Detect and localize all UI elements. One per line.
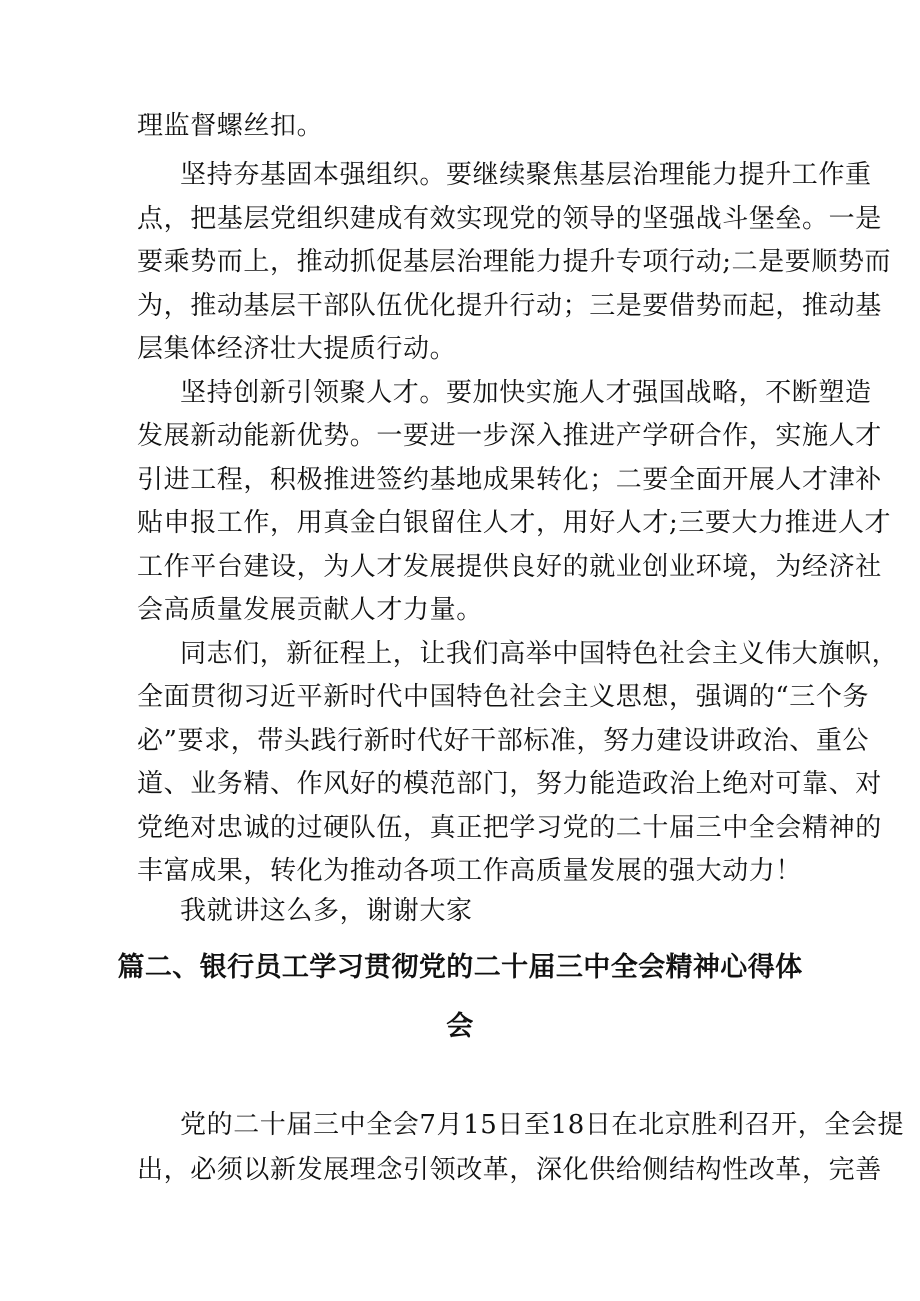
text-line: 我就讲这么多，谢谢大家 [180, 896, 473, 926]
text-line: 引进工程，积极推进签约基地成果转化；二要全面开展人才津补 [137, 465, 882, 495]
text-line: 为，推动基层干部队伍优化提升行动；三是要借势而起，推动基 [137, 291, 882, 321]
text-line: 要乘势而上，推动抓促基层治理能力提升专项行动;二是要顺势而 [137, 247, 892, 277]
text-line: 全面贯彻习近平新时代中国特色社会主义思想，强调的“三个务 [137, 682, 870, 712]
text-line: 层集体经济壮大提质行动。 [137, 334, 457, 364]
text-line: 丰富成果，转化为推动各项工作高质量发展的强大动力！ [137, 856, 803, 886]
text-line: 必”要求，带头践行新时代好干部标准，努力建设讲政治、重公 [137, 726, 870, 756]
text-line: 党绝对忠诚的过硬队伍，真正把学习党的二十届三中全会精神的 [137, 813, 882, 843]
text-line: 点，把基层党组织建成有效实现党的领导的坚强战斗堡垒。一是 [137, 204, 882, 234]
text-line: 会高质量发展贡献人才力量。 [137, 595, 483, 625]
text-line: 坚持创新引领聚人才。要加快实施人才强国战略，不断塑造 [180, 378, 872, 408]
text-line: 工作平台建设，为人才发展提供良好的就业创业环境，为经济社 [137, 552, 882, 582]
text-line: 党的二十届三中全会7月15日至18日在北京胜利召开，全会提 [180, 1110, 905, 1140]
text-line: 贴申报工作，用真金白银留住人才，用好人才;三要大力推进人才 [137, 508, 892, 538]
text-line: 道、业务精、作风好的模范部门，努力能造政治上绝对可靠、对 [137, 769, 882, 799]
text-line: 出，必须以新发展理念引领改革，深化供给侧结构性改革，完善 [137, 1155, 882, 1185]
text-line: 发展新动能新优势。一要进一步深入推进产学研合作，实施人才 [137, 421, 882, 451]
heading-line: 篇二、银行员工学习贯彻党的二十届三中全会精神心得体 [117, 952, 803, 983]
text-line: 坚持夯基固本强组织。要继续聚焦基层治理能力提升工作重 [180, 160, 872, 190]
text-line: 理监督螺丝扣。 [137, 111, 324, 141]
text-line: 同志们，新征程上，让我们高举中国特色社会主义伟大旗帜， [180, 639, 899, 669]
heading-line: 会 [446, 1011, 474, 1042]
